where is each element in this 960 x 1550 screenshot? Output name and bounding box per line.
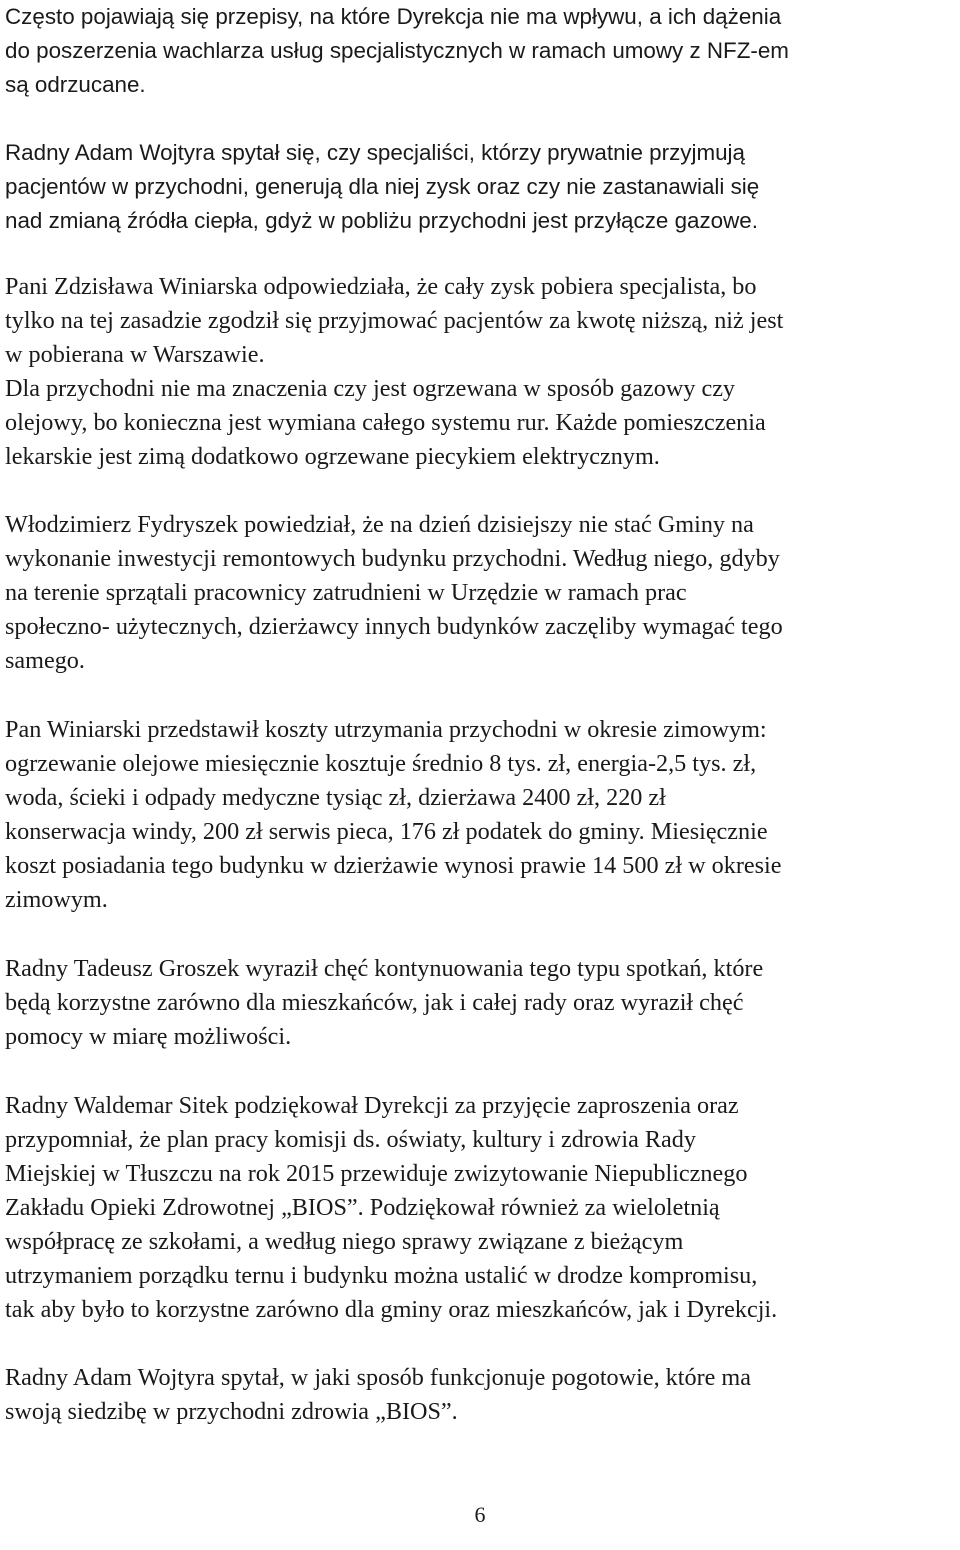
page-number: 6 (474, 1502, 486, 1527)
text-line: tylko na tej zasadzie zgodził się przyjmować pacjentów za kwotę niższą, niż jest (5, 307, 784, 334)
text-line: Włodzimierz Fydryszek powiedział, że na dzień dzisiejszy nie stać Gminy na (5, 511, 754, 538)
paragraph-groszek-statement (5, 952, 763, 1054)
text-line: pomocy w miarę możliwości. (5, 1023, 292, 1050)
text-line: do poszerzenia wachlarza usług specjalistycznych w ramach umowy z NFZ-em (5, 38, 789, 63)
paragraph-sitek-statement (5, 1089, 777, 1327)
text-line: Pani Zdzisława Winiarska odpowiedziała, że cały zysk pobiera specjalista, bo (5, 273, 757, 300)
text-line: lekarskie jest zimą dodatkowo ogrzewane piecykiem elektrycznym. (5, 443, 660, 470)
paragraph-winiarski-costs (5, 713, 781, 917)
text-line: woda, ścieki i odpady medyczne tysiąc zł, dzierżawa 2400 zł, 220 zł (5, 784, 666, 811)
text-line: będą korzystne zarówno dla mieszkańców, jak i całej rady oraz wyraził chęć (5, 989, 744, 1016)
text-line: przypomniał, że plan pracy komisji ds. oświaty, kultury i zdrowia Rady (5, 1126, 696, 1153)
text-line: Pan Winiarski przedstawił koszty utrzymania przychodni w okresie zimowym: (5, 716, 767, 743)
text-line: Radny Adam Wojtyra spytał, w jaki sposób funkcjonuje pogotowie, które ma (5, 1364, 751, 1391)
text-line: pacjentów w przychodni, generują dla niej zysk oraz czy nie zastanawiali się (5, 174, 760, 199)
text-line: swoją siedzibę w przychodni zdrowia „BIOS”. (5, 1398, 458, 1425)
text-line: ogrzewanie olejowe miesięcznie kosztuje średnio 8 tys. zł, energia-2,5 tys. zł, (5, 750, 757, 777)
text-line: Radny Waldemar Sitek podziękował Dyrekcji za przyjęcie zaproszenia oraz (5, 1092, 739, 1119)
text-line: samego. (5, 647, 85, 674)
text-line: Zakładu Opieki Zdrowotnej „BIOS”. Podziękował również za wieloletnią (5, 1194, 720, 1221)
text-line: koszt posiadania tego budynku w dzierżawie wynosi prawie 14 500 zł w okresie (5, 852, 782, 879)
text-line: współpracę ze szkołami, a według niego sprawy związane z bieżącym (5, 1228, 684, 1255)
text-line: Często pojawiają się przepisy, na które Dyrekcja nie ma wpływu, a ich dążenia (5, 4, 782, 29)
paragraph-nfz-services (5, 0, 789, 102)
text-line: społeczno- użytecznych, dzierżawcy innych budynków zaczęliby wymagać tego (5, 613, 783, 640)
paragraph-fydryszek-statement (5, 508, 783, 678)
paragraph-wojtyra-question (5, 136, 759, 238)
text-line: nad zmianą źródła ciepła, gdyż w pobliżu przychodni jest przyłącze gazowe. (5, 208, 758, 233)
text-line: olejowy, bo konieczna jest wymiana całego systemu rur. Każde pomieszczenia (5, 409, 766, 436)
text-line: zimowym. (5, 886, 108, 913)
text-line: Radny Tadeusz Groszek wyraził chęć kontynuowania tego typu spotkań, które (5, 955, 764, 982)
text-line: Radny Adam Wojtyra spytał się, czy specjaliści, którzy prywatnie przyjmują (5, 140, 745, 165)
text-line: tak aby było to korzystne zarówno dla gminy oraz mieszkańców, jak i Dyrekcji. (5, 1296, 778, 1323)
text-line: są odrzucane. (5, 72, 146, 97)
text-line: wykonanie inwestycji remontowych budynku przychodni. Według niego, gdyby (5, 545, 780, 572)
text-line: konserwacja windy, 200 zł serwis pieca, 176 zł podatek do gminy. Miesięcznie (5, 818, 768, 845)
text-line: w pobierana w Warszawie. (5, 341, 265, 368)
text-line: na terenie sprzątali pracownicy zatrudnieni w Urzędzie w ramach prac (5, 579, 687, 606)
paragraph-winiarska-answer (5, 270, 783, 474)
paragraph-wojtyra-ambulance-question (5, 1361, 751, 1429)
text-line: Dla przychodni nie ma znaczenia czy jest ogrzewana w sposób gazowy czy (5, 375, 736, 402)
text-line: utrzymaniem porządku ternu i budynku można ustalić w drodze kompromisu, (5, 1262, 758, 1289)
text-line: Miejskiej w Tłuszczu na rok 2015 przewiduje zwizytowanie Niepublicznego (5, 1160, 748, 1187)
